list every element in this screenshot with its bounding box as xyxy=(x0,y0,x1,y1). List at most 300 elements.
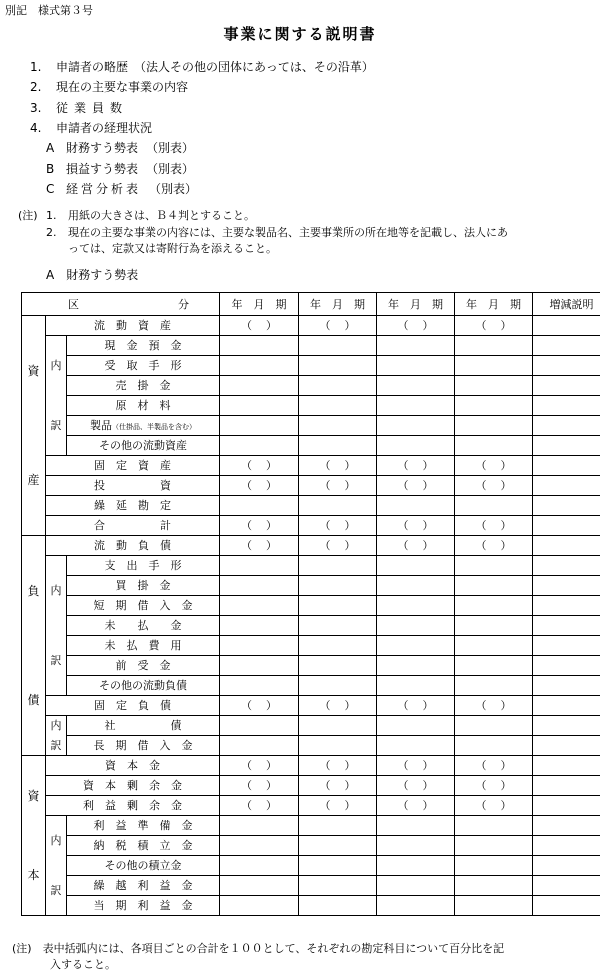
label-cash: 現 金 預 金 xyxy=(67,336,220,356)
percent-cell[interactable] xyxy=(377,316,455,336)
value-cell[interactable] xyxy=(220,356,299,376)
paren-right: ） xyxy=(266,459,277,472)
value-cell[interactable] xyxy=(455,816,533,836)
value-cell[interactable] xyxy=(377,436,455,456)
value-cell[interactable] xyxy=(299,676,377,696)
paren-left: （ xyxy=(475,479,487,492)
subitem-b-paren: （別表） xyxy=(146,162,195,176)
row-total xyxy=(22,516,600,536)
percent-cell[interactable] xyxy=(455,516,533,536)
paren-right: ） xyxy=(266,779,277,792)
row-fixed-assets xyxy=(22,456,600,476)
footnote-mark: (注) xyxy=(12,942,32,955)
paren-left: （ xyxy=(319,779,331,792)
value-cell[interactable] xyxy=(533,696,600,716)
value-cell[interactable] xyxy=(377,676,455,696)
paren-left: （ xyxy=(241,519,252,532)
value-cell[interactable] xyxy=(377,336,455,356)
percent-cell[interactable] xyxy=(377,776,455,796)
value-cell[interactable] xyxy=(220,616,299,636)
percent-cell[interactable] xyxy=(299,516,377,536)
label-long-loans: 長 期 借 入 金 xyxy=(67,736,220,756)
breakdown-liabilities xyxy=(46,556,67,696)
paren-left: （ xyxy=(397,519,409,532)
group-char: 資 xyxy=(27,788,40,803)
value-cell[interactable] xyxy=(455,676,533,696)
value-cell[interactable] xyxy=(533,576,600,596)
value-cell[interactable] xyxy=(377,836,455,856)
breakdown-capital xyxy=(46,816,67,916)
percent-cell[interactable] xyxy=(220,516,299,536)
label-products: 製品（仕掛品、半製品を含む） xyxy=(67,416,220,436)
percent-cell[interactable] xyxy=(377,696,455,716)
value-cell[interactable] xyxy=(299,336,377,356)
percent-cell[interactable] xyxy=(455,776,533,796)
percent-cell[interactable] xyxy=(299,316,377,336)
label-investments: 投 資 xyxy=(46,476,220,496)
value-cell[interactable] xyxy=(299,636,377,656)
group-liabilities xyxy=(22,536,46,756)
value-cell[interactable] xyxy=(377,816,455,836)
paren-right: ） xyxy=(500,759,512,772)
percent-cell[interactable] xyxy=(220,796,299,816)
value-cell[interactable] xyxy=(533,416,600,436)
paren-right: ） xyxy=(344,459,356,472)
group-char: 産 xyxy=(27,473,40,488)
row-long-loans xyxy=(22,736,600,756)
value-cell[interactable] xyxy=(377,616,455,636)
percent-cell[interactable] xyxy=(299,456,377,476)
value-cell[interactable] xyxy=(377,716,455,736)
value-cell[interactable] xyxy=(299,576,377,596)
value-cell[interactable] xyxy=(220,416,299,436)
value-cell[interactable] xyxy=(533,796,600,816)
header-category: 区 分 xyxy=(22,293,220,316)
value-cell[interactable] xyxy=(533,336,600,356)
paren-right: ） xyxy=(500,799,512,812)
group-capital xyxy=(22,756,46,916)
note-mark: (注) xyxy=(18,209,38,222)
footnote xyxy=(12,941,504,973)
row-fixed-liabilities xyxy=(22,696,600,716)
group-char: 訳 xyxy=(50,653,62,667)
row-other-current-liabilities xyxy=(22,676,600,696)
value-cell[interactable] xyxy=(220,436,299,456)
paren-right: ） xyxy=(344,479,356,492)
header-period-2: 年 月 期 xyxy=(299,293,377,316)
row-deferred xyxy=(22,496,600,516)
value-cell[interactable] xyxy=(220,496,299,516)
value-cell[interactable] xyxy=(455,376,533,396)
paren-left: （ xyxy=(397,459,409,472)
label-materials: 原 材 料 xyxy=(67,396,220,416)
percent-cell[interactable] xyxy=(377,796,455,816)
value-cell[interactable] xyxy=(533,496,600,516)
percent-cell[interactable] xyxy=(220,696,299,716)
percent-cell[interactable] xyxy=(377,456,455,476)
paren-left: （ xyxy=(319,799,331,812)
row-notes-receivable xyxy=(22,356,600,376)
label-unpaid: 未 払 金 xyxy=(67,616,220,636)
row-other-current-assets xyxy=(22,436,600,456)
group-char: 本 xyxy=(27,868,40,883)
item-3-num: 3. xyxy=(30,101,42,115)
label-accounts-payable: 買 掛 金 xyxy=(67,576,220,596)
value-cell[interactable] xyxy=(533,516,600,536)
item-4 xyxy=(30,122,152,134)
value-cell[interactable] xyxy=(220,636,299,656)
paren-left: （ xyxy=(475,319,487,332)
value-cell[interactable] xyxy=(533,476,600,496)
paren-left: （ xyxy=(397,319,409,332)
item-4-num: 4. xyxy=(30,121,42,135)
percent-cell[interactable] xyxy=(455,316,533,336)
percent-cell[interactable] xyxy=(377,516,455,536)
note-2-num: 2. xyxy=(46,226,57,239)
value-cell[interactable] xyxy=(455,576,533,596)
value-cell[interactable] xyxy=(533,716,600,736)
label-other-current-liabilities: その他の流動負債 xyxy=(67,676,220,696)
value-cell[interactable] xyxy=(455,836,533,856)
value-cell[interactable] xyxy=(299,616,377,636)
value-cell[interactable] xyxy=(220,736,299,756)
percent-cell[interactable] xyxy=(299,756,377,776)
item-1-text: 申請者の略歴 （法人その他の団体にあっては、その沿革） xyxy=(56,60,374,74)
percent-cell[interactable] xyxy=(455,536,533,556)
percent-cell[interactable] xyxy=(377,536,455,556)
value-cell[interactable] xyxy=(455,896,533,916)
percent-cell[interactable] xyxy=(220,776,299,796)
financial-trend-table xyxy=(21,292,600,916)
value-cell[interactable] xyxy=(377,876,455,896)
percent-cell[interactable] xyxy=(220,456,299,476)
value-cell[interactable] xyxy=(533,616,600,636)
paren-left: （ xyxy=(241,479,252,492)
label-advances: 前 受 金 xyxy=(67,656,220,676)
value-cell[interactable] xyxy=(220,376,299,396)
paren-right: ） xyxy=(422,459,434,472)
percent-cell[interactable] xyxy=(220,316,299,336)
percent-cell[interactable] xyxy=(455,456,533,476)
paren-right: ） xyxy=(266,519,277,532)
value-cell[interactable] xyxy=(220,676,299,696)
note-2-text-line2: っては、定款又は寄附行為を添えること。 xyxy=(68,242,277,255)
paren-left: （ xyxy=(397,539,409,552)
label-unpaid-expenses: 未 払 費 用 xyxy=(67,636,220,656)
row-unpaid xyxy=(22,616,600,636)
footnote-line2: 入すること。 xyxy=(50,958,116,971)
value-cell[interactable] xyxy=(533,736,600,756)
label-total: 合 計 xyxy=(46,516,220,536)
label-notes-receivable: 受 取 手 形 xyxy=(67,356,220,376)
paren-right: ） xyxy=(500,479,512,492)
paren-right: ） xyxy=(422,319,434,332)
breakdown-fixed-liabilities xyxy=(46,716,67,756)
row-current-profit xyxy=(22,896,600,916)
value-cell[interactable] xyxy=(377,636,455,656)
value-cell[interactable] xyxy=(299,496,377,516)
header-period-1: 年 月 期 xyxy=(220,293,299,316)
value-cell[interactable] xyxy=(299,376,377,396)
value-cell[interactable] xyxy=(533,756,600,776)
value-cell[interactable] xyxy=(299,736,377,756)
value-cell[interactable] xyxy=(533,436,600,456)
item-1-num: 1. xyxy=(30,60,42,74)
table-title: A 財務すう勢表 xyxy=(46,268,139,282)
value-cell[interactable] xyxy=(377,856,455,876)
value-cell[interactable] xyxy=(299,716,377,736)
paren-right: ） xyxy=(344,799,356,812)
paren-left: （ xyxy=(319,319,331,332)
label-current-profit: 当 期 利 益 金 xyxy=(67,896,220,916)
value-cell[interactable] xyxy=(220,596,299,616)
paren-left: （ xyxy=(397,779,409,792)
value-cell[interactable] xyxy=(533,856,600,876)
paren-right: ） xyxy=(422,699,434,712)
subitem-c-text: 経営分析表 xyxy=(66,182,142,196)
value-cell[interactable] xyxy=(533,376,600,396)
value-cell[interactable] xyxy=(533,836,600,856)
item-3 xyxy=(30,102,128,114)
paren-right: ） xyxy=(422,779,434,792)
label-deferred: 繰 延 勘 定 xyxy=(46,496,220,516)
note-2-text-line1: 現在の主要な事業の内容には、主要な製品名、主要事業所の所在地等を記載し、法人にあ xyxy=(68,226,508,239)
item-4-text: 申請者の経理状況 xyxy=(56,121,153,135)
value-cell[interactable] xyxy=(377,496,455,516)
row-earned-surplus xyxy=(22,796,600,816)
value-cell[interactable] xyxy=(455,736,533,756)
value-cell[interactable] xyxy=(455,876,533,896)
label-fixed-assets: 固 定 資 産 xyxy=(46,456,220,476)
paren-left: （ xyxy=(397,759,409,772)
row-capital-surplus xyxy=(22,776,600,796)
paren-left: （ xyxy=(241,459,252,472)
document-title: 事業に関する説明書 xyxy=(223,25,377,43)
value-cell[interactable] xyxy=(455,416,533,436)
paren-right: ） xyxy=(344,699,356,712)
percent-cell[interactable] xyxy=(220,756,299,776)
value-cell[interactable] xyxy=(533,656,600,676)
percent-cell[interactable] xyxy=(455,796,533,816)
paren-left: （ xyxy=(319,519,331,532)
percent-cell[interactable] xyxy=(220,476,299,496)
value-cell[interactable] xyxy=(299,836,377,856)
value-cell[interactable] xyxy=(455,656,533,676)
group-char: 訳 xyxy=(50,883,62,897)
value-cell[interactable] xyxy=(377,416,455,436)
item-1 xyxy=(30,61,374,73)
value-cell[interactable] xyxy=(455,636,533,656)
value-cell[interactable] xyxy=(377,556,455,576)
value-cell[interactable] xyxy=(377,376,455,396)
value-cell[interactable] xyxy=(455,856,533,876)
paren-right: ） xyxy=(266,759,277,772)
group-char: 負 xyxy=(27,583,40,598)
item-2 xyxy=(30,81,188,93)
group-char: 内 xyxy=(50,584,62,598)
percent-cell[interactable] xyxy=(455,696,533,716)
paren-right: ） xyxy=(344,779,356,792)
value-cell[interactable] xyxy=(533,316,600,336)
value-cell[interactable] xyxy=(377,896,455,916)
label-bonds: 社 債 xyxy=(67,716,220,736)
paren-right: ） xyxy=(500,519,512,532)
percent-cell[interactable] xyxy=(455,756,533,776)
value-cell[interactable] xyxy=(455,396,533,416)
row-tax-reserve xyxy=(22,836,600,856)
row-cash xyxy=(22,336,600,356)
value-cell[interactable] xyxy=(299,816,377,836)
subitem-b-text: 損益すう勢表 xyxy=(66,162,139,176)
label-fixed-liabilities: 固 定 負 債 xyxy=(46,696,220,716)
value-cell[interactable] xyxy=(533,816,600,836)
value-cell[interactable] xyxy=(455,496,533,516)
value-cell[interactable] xyxy=(299,876,377,896)
percent-cell[interactable] xyxy=(299,696,377,716)
subitem-c-paren: （別表） xyxy=(149,182,198,196)
paren-left: （ xyxy=(319,699,331,712)
paren-right: ） xyxy=(344,319,356,332)
value-cell[interactable] xyxy=(455,336,533,356)
paren-right: ） xyxy=(266,479,277,492)
paren-left: （ xyxy=(319,459,331,472)
value-cell[interactable] xyxy=(220,836,299,856)
paren-left: （ xyxy=(319,759,331,772)
label-notes-payable: 支 出 手 形 xyxy=(67,556,220,576)
value-cell[interactable] xyxy=(533,536,600,556)
form-number-header: 別記 様式第３号 xyxy=(5,4,93,17)
row-other-reserve xyxy=(22,856,600,876)
value-cell[interactable] xyxy=(533,356,600,376)
value-cell[interactable] xyxy=(455,436,533,456)
value-cell[interactable] xyxy=(220,576,299,596)
label-earned-surplus: 利 益 剰 余 金 xyxy=(46,796,220,816)
value-cell[interactable] xyxy=(533,776,600,796)
paren-left: （ xyxy=(397,699,409,712)
value-cell[interactable] xyxy=(220,556,299,576)
value-cell[interactable] xyxy=(220,656,299,676)
percent-cell[interactable] xyxy=(377,756,455,776)
paren-left: （ xyxy=(475,699,487,712)
paren-right: ） xyxy=(500,459,512,472)
header-period-4: 年 月 期 xyxy=(455,293,533,316)
row-notes-payable xyxy=(22,556,600,576)
paren-left: （ xyxy=(241,319,252,332)
paren-right: ） xyxy=(500,319,512,332)
header-period-3: 年 月 期 xyxy=(377,293,455,316)
value-cell[interactable] xyxy=(455,616,533,636)
value-cell[interactable] xyxy=(299,656,377,676)
value-cell[interactable] xyxy=(299,896,377,916)
value-cell[interactable] xyxy=(455,716,533,736)
value-cell[interactable] xyxy=(377,736,455,756)
value-cell[interactable] xyxy=(377,356,455,376)
subitem-c-letter: C xyxy=(46,182,55,196)
paren-left: （ xyxy=(319,479,331,492)
row-accounts-payable xyxy=(22,576,600,596)
value-cell[interactable] xyxy=(299,596,377,616)
value-cell[interactable] xyxy=(377,596,455,616)
paren-right: ） xyxy=(266,539,277,552)
value-cell[interactable] xyxy=(220,856,299,876)
value-cell[interactable] xyxy=(533,876,600,896)
percent-cell[interactable] xyxy=(220,536,299,556)
row-unpaid-expenses xyxy=(22,636,600,656)
row-bonds xyxy=(22,716,600,736)
value-cell[interactable] xyxy=(455,356,533,376)
value-cell[interactable] xyxy=(377,656,455,676)
paren-right: ） xyxy=(266,319,277,332)
paren-left: （ xyxy=(241,779,252,792)
subitem-a-text: 財務すう勢表 xyxy=(66,141,139,155)
subitem-b-letter: B xyxy=(46,162,55,176)
percent-cell[interactable] xyxy=(377,476,455,496)
value-cell[interactable] xyxy=(220,896,299,916)
paren-left: （ xyxy=(241,699,252,712)
paren-left: （ xyxy=(241,759,252,772)
percent-cell[interactable] xyxy=(455,476,533,496)
subitem-a xyxy=(46,142,194,154)
row-current-liabilities xyxy=(22,536,600,556)
label-current-liabilities: 流 動 負 債 xyxy=(46,536,220,556)
value-cell[interactable] xyxy=(299,416,377,436)
subitem-b xyxy=(46,163,194,175)
value-cell[interactable] xyxy=(220,716,299,736)
group-char: 訳 xyxy=(50,738,62,752)
value-cell[interactable] xyxy=(533,676,600,696)
value-cell[interactable] xyxy=(455,556,533,576)
item-2-num: 2. xyxy=(30,80,42,94)
percent-cell[interactable] xyxy=(299,776,377,796)
group-char: 資 xyxy=(27,363,40,378)
group-char: 内 xyxy=(50,359,62,373)
value-cell[interactable] xyxy=(533,456,600,476)
value-cell[interactable] xyxy=(220,876,299,896)
value-cell[interactable] xyxy=(220,336,299,356)
value-cell[interactable] xyxy=(455,596,533,616)
value-cell[interactable] xyxy=(533,556,600,576)
label-other-current-assets: その他の流動資産 xyxy=(67,436,220,456)
note-1-num: 1. xyxy=(46,209,57,222)
paren-left: （ xyxy=(319,539,331,552)
value-cell[interactable] xyxy=(533,596,600,616)
paren-right: ） xyxy=(266,699,277,712)
value-cell[interactable] xyxy=(220,816,299,836)
percent-cell[interactable] xyxy=(299,796,377,816)
value-cell[interactable] xyxy=(377,576,455,596)
value-cell[interactable] xyxy=(299,556,377,576)
label-current-assets: 流 動 資 産 xyxy=(46,316,220,336)
value-cell[interactable] xyxy=(533,396,600,416)
paren-right: ） xyxy=(422,759,434,772)
percent-cell[interactable] xyxy=(299,476,377,496)
value-cell[interactable] xyxy=(299,396,377,416)
value-cell[interactable] xyxy=(533,896,600,916)
value-cell[interactable] xyxy=(299,856,377,876)
value-cell[interactable] xyxy=(377,396,455,416)
paren-left: （ xyxy=(475,779,487,792)
paren-left: （ xyxy=(397,479,409,492)
percent-cell[interactable] xyxy=(299,536,377,556)
row-advances xyxy=(22,656,600,676)
value-cell[interactable] xyxy=(220,396,299,416)
value-cell[interactable] xyxy=(299,436,377,456)
label-products-note: （仕掛品、半製品を含む） xyxy=(112,423,196,431)
value-cell[interactable] xyxy=(533,636,600,656)
paren-left: （ xyxy=(397,799,409,812)
label-legal-reserve: 利 益 準 備 金 xyxy=(67,816,220,836)
value-cell[interactable] xyxy=(299,356,377,376)
